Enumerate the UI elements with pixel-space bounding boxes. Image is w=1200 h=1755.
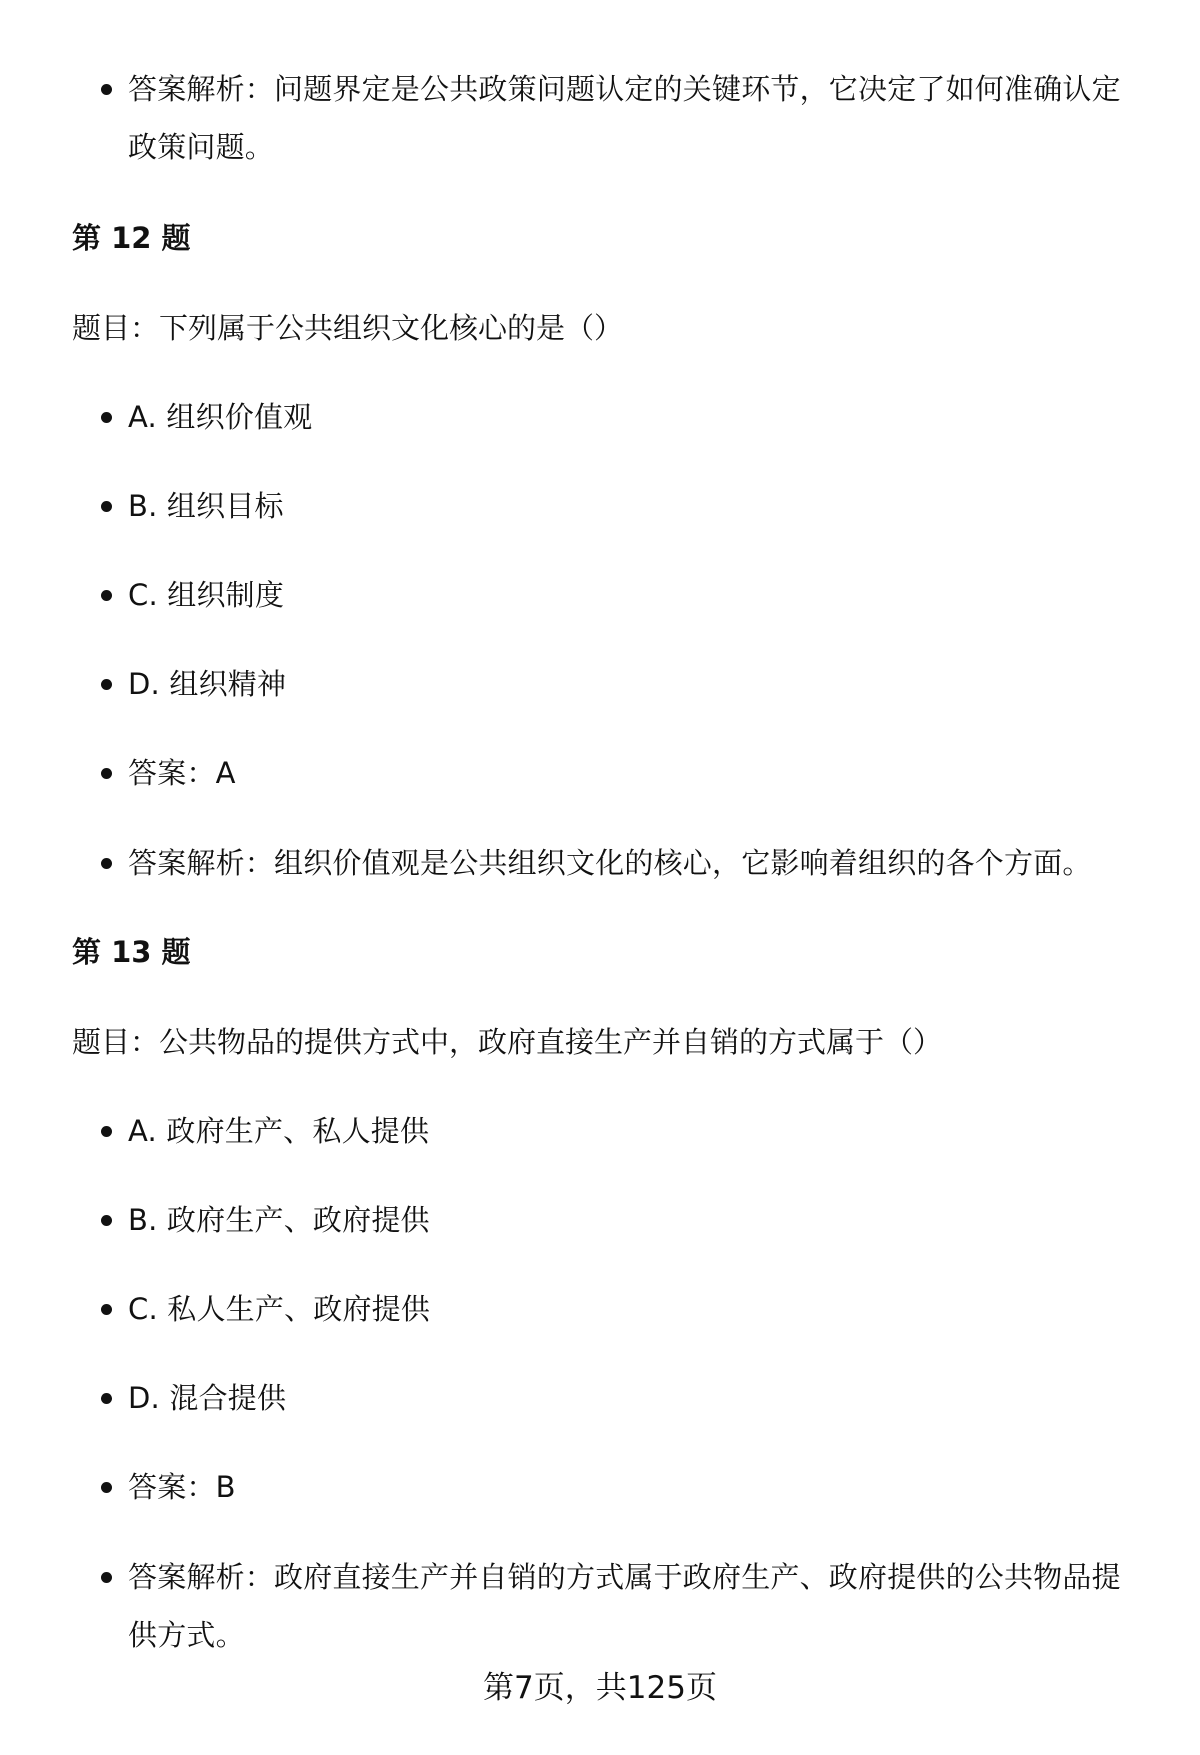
- list-item-top-analysis: [128, 60, 1138, 176]
- bullet-icon: [101, 1304, 112, 1315]
- bullet-icon: [101, 1482, 112, 1493]
- question-13-option-c: [128, 1280, 1138, 1338]
- option-text: D. 组织精神: [128, 667, 287, 701]
- bullet-icon: [101, 1126, 112, 1137]
- question-12-title: 第 12 题: [72, 221, 191, 255]
- bullet-icon: [101, 858, 112, 869]
- question-12-option-b: [128, 477, 1138, 535]
- bullet-icon: [101, 1572, 112, 1583]
- question-13-option-b: [128, 1191, 1138, 1249]
- option-text: B. 政府生产、政府提供: [128, 1203, 430, 1237]
- question-12-option-a: [128, 388, 1138, 446]
- page-number: 第7页，共125页: [483, 1670, 717, 1706]
- bullet-icon: [101, 679, 112, 690]
- bullet-icon: [101, 412, 112, 423]
- analysis-text: 答案解析：问题界定是公共政策问题认定的关键环节，它决定了如何准确认定政策问题。: [128, 72, 1121, 164]
- option-text: D. 混合提供: [128, 1381, 287, 1415]
- question-13-option-a: [128, 1102, 1138, 1160]
- question-12-stem: 题目：下列属于公共组织文化核心的是（）: [72, 311, 624, 345]
- question-13-title: 第 13 题: [72, 935, 191, 969]
- answer-text: 答案：B: [128, 1470, 236, 1504]
- question-12-analysis: [128, 834, 1138, 892]
- question-13-analysis: [128, 1548, 1138, 1664]
- answer-text: 答案：A: [128, 756, 236, 790]
- bullet-icon: [101, 1215, 112, 1226]
- option-text: C. 私人生产、政府提供: [128, 1292, 431, 1326]
- question-13-option-d: [128, 1369, 1138, 1427]
- analysis-text: 答案解析：政府直接生产并自销的方式属于政府生产、政府提供的公共物品提供方式。: [128, 1560, 1121, 1652]
- bullet-icon: [101, 501, 112, 512]
- option-text: B. 组织目标: [128, 489, 284, 523]
- bullet-icon: [101, 768, 112, 779]
- question-12-answer: [128, 744, 1138, 802]
- bullet-icon: [101, 590, 112, 601]
- analysis-text: 答案解析：组织价值观是公共组织文化的核心，它影响着组织的各个方面。: [128, 846, 1092, 880]
- question-12-option-d: [128, 655, 1138, 713]
- option-text: A. 组织价值观: [128, 400, 313, 434]
- bullet-icon: [101, 84, 112, 95]
- option-text: C. 组织制度: [128, 578, 285, 612]
- question-13-stem: 题目：公共物品的提供方式中，政府直接生产并自销的方式属于（）: [72, 1025, 943, 1059]
- bullet-icon: [101, 1393, 112, 1404]
- question-12-option-c: [128, 566, 1138, 624]
- option-text: A. 政府生产、私人提供: [128, 1114, 430, 1148]
- question-13-answer: [128, 1458, 1138, 1516]
